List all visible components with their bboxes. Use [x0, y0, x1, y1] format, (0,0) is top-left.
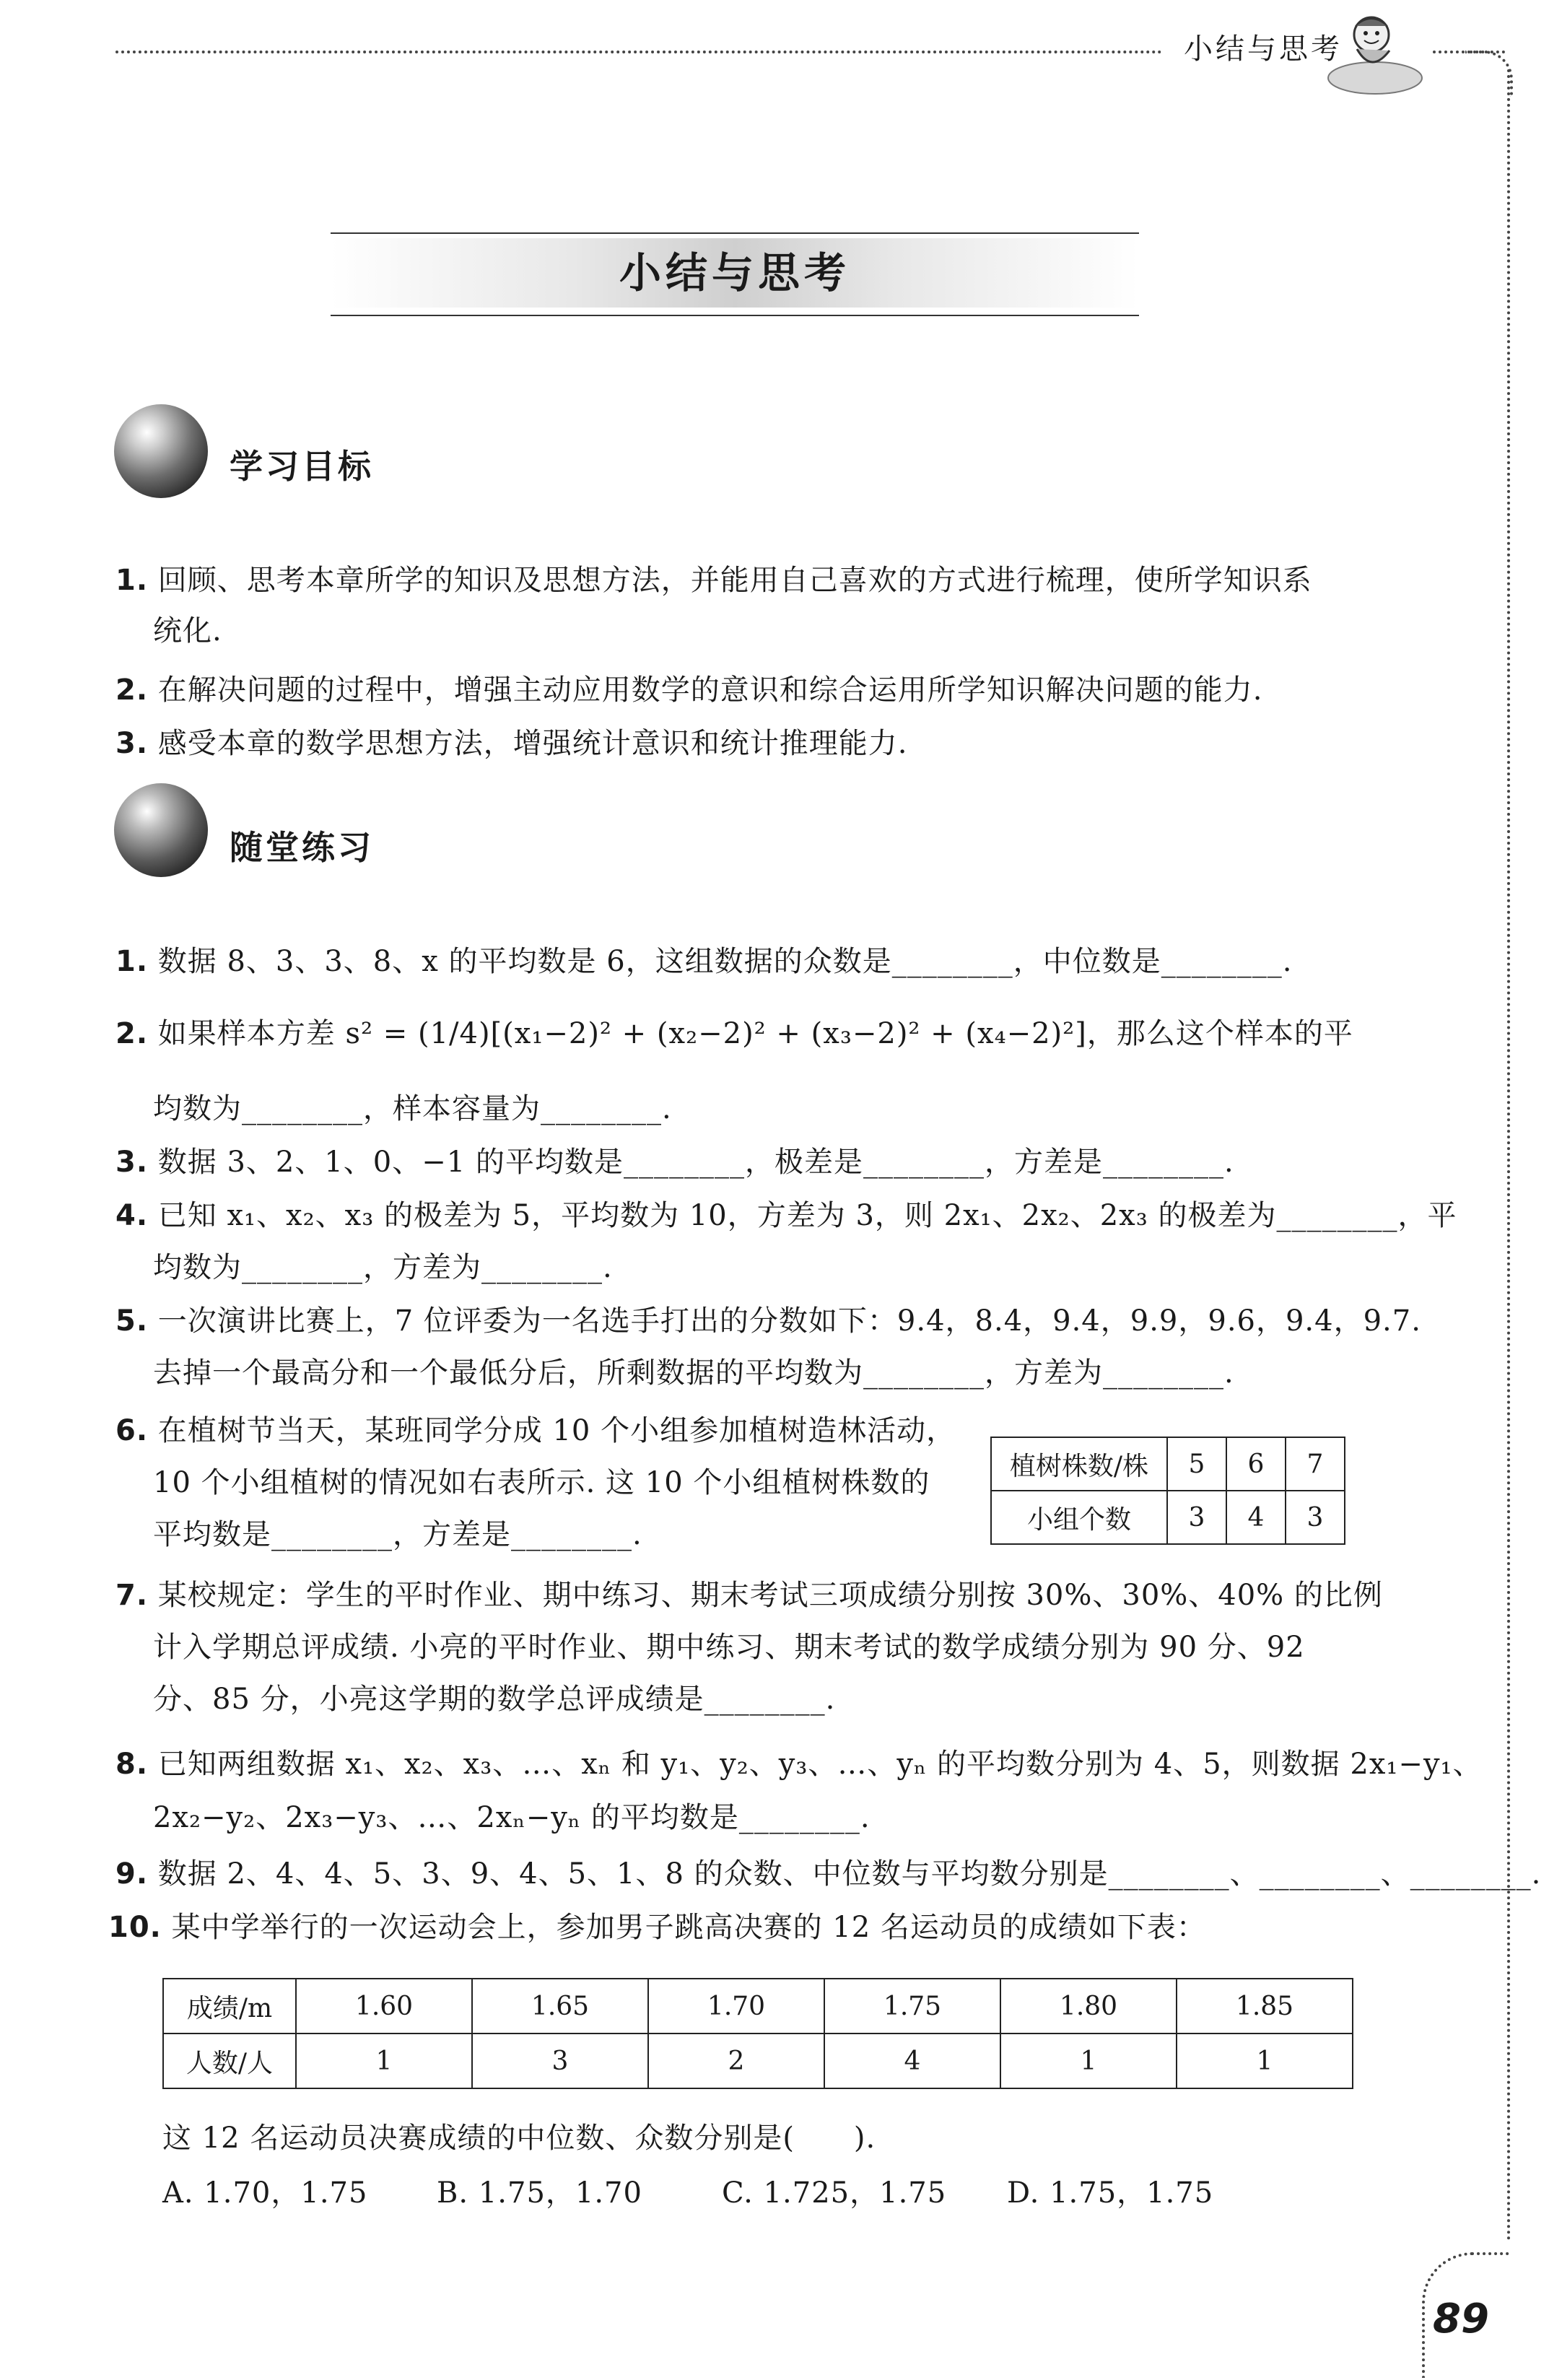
- table-row: [163, 2034, 1353, 2088]
- table-cell: 5: [1167, 1437, 1226, 1491]
- table-cell: 1.80: [1000, 1979, 1177, 2034]
- table-cell: 7: [1286, 1437, 1345, 1491]
- table-row: [991, 1491, 1345, 1544]
- table-cell: 1.70: [648, 1979, 824, 2034]
- goal-item-1-cont: 统化.: [153, 614, 222, 648]
- mascot-icon: [1321, 6, 1429, 100]
- table-cell: 人数/人: [163, 2034, 296, 2088]
- question-4: 4. 已知 x₁、x₂、x₃ 的极差为 5，平均数为 10，方差为 3，则 2x₁、2x₂、2x₃ 的极差为________，平: [115, 1199, 1457, 1232]
- table-cell: 1.65: [472, 1979, 648, 2034]
- right-dotted-border: [1507, 69, 1510, 2242]
- table-cell: 成绩/m: [163, 1979, 296, 2034]
- question-5-cont: 去掉一个最高分和一个最低分后，所剩数据的平均数为________，方差为________.: [153, 1356, 1234, 1390]
- running-title: 小结与思考: [1184, 32, 1343, 66]
- table-cell: 1.85: [1177, 1979, 1353, 2034]
- question-6-line3: 平均数是________，方差是________.: [153, 1518, 642, 1551]
- table-cell: 3: [472, 2034, 648, 2088]
- question-10-prompt: 这 12 名运动员决赛成绩的中位数、众数分别是( ).: [162, 2122, 876, 2155]
- question-9: 9. 数据 2、4、4、5、3、9、4、5、1、8 的众数、中位数与平均数分别是________、________、________.: [115, 1857, 1542, 1891]
- title-rule-top: [331, 232, 1139, 234]
- table-row: [991, 1437, 1345, 1491]
- globe-icon: [114, 783, 208, 877]
- table-cell: 1: [296, 2034, 472, 2088]
- question-7-line3: 分、85 分，小亮这学期的数学总评成绩是________.: [153, 1683, 836, 1716]
- page-number: 89: [1433, 2296, 1489, 2342]
- section-heading-practice: 随堂练习: [230, 828, 374, 867]
- question-6: 6. 在植树节当天，某班同学分成 10 个小组参加植树造林活动，: [115, 1414, 956, 1447]
- goal-item-1: 1. 回顾、思考本章所学的知识及思想方法，并能用自己喜欢的方式进行梳理，使所学知识系: [115, 564, 1312, 597]
- table-cell: 1.75: [824, 1979, 1000, 2034]
- page-title: 小结与思考: [619, 248, 850, 297]
- question-2-cont: 均数为________，样本容量为________.: [153, 1092, 672, 1125]
- section-heading-goals: 学习目标: [230, 447, 374, 486]
- table-cell: 3: [1167, 1491, 1226, 1544]
- option-b: B. 1.75，1.70: [437, 2176, 642, 2210]
- question-7: 7. 某校规定：学生的平时作业、期中练习、期末考试三项成绩分别按 30%、30%、40% 的比例: [115, 1579, 1383, 1612]
- option-d: D. 1.75，1.75: [1007, 2176, 1214, 2210]
- sphere-icon: [114, 404, 208, 498]
- question-8-cont: 2x₂−y₂、2x₃−y₃、…、2xₙ−yₙ 的平均数是________.: [153, 1801, 871, 1834]
- question-5: 5. 一次演讲比赛上，7 位评委为一名选手打出的分数如下：9.4，8.4，9.4，9.9，9.6，9.4，9.7.: [115, 1304, 1421, 1338]
- option-a: A. 1.70，1.75: [162, 2176, 368, 2210]
- header-dotted-corner: [1465, 51, 1513, 97]
- goal-item-2: 2. 在解决问题的过程中，增强主动应用数学的意识和综合运用所学知识解决问题的能力.: [115, 674, 1263, 707]
- option-c: C. 1.725，1.75: [722, 2176, 947, 2210]
- goal-item-3: 3. 感受本章的数学思想方法，增强统计意识和统计推理能力.: [115, 727, 908, 760]
- question-10: 10. 某中学举行的一次运动会上，参加男子跳高决赛的 12 名运动员的成绩如下表：: [108, 1911, 1206, 1944]
- table-cell: 4: [824, 2034, 1000, 2088]
- question-8: 8. 已知两组数据 x₁、x₂、x₃、…、xₙ 和 y₁、y₂、y₃、…、yₙ 的平均数分别为 4、5，则数据 2x₁−y₁、: [115, 1748, 1483, 1781]
- tree-planting-table: [990, 1437, 1345, 1545]
- table-cell: 植树株数/株: [991, 1437, 1167, 1491]
- table-cell: 小组个数: [991, 1491, 1167, 1544]
- table-cell: 2: [648, 2034, 824, 2088]
- question-7-line2: 计入学期总评成绩. 小亮的平时作业、期中练习、期末考试的数学成绩分别为 90 分、92: [153, 1631, 1305, 1664]
- question-4-cont: 均数为________，方差为________.: [153, 1251, 613, 1284]
- question-6-line2: 10 个小组植树的情况如右表所示. 这 10 个小组植树株数的: [153, 1466, 930, 1499]
- table-cell: 1.60: [296, 1979, 472, 2034]
- table-cell: 1: [1177, 2034, 1353, 2088]
- table-cell: 6: [1226, 1437, 1286, 1491]
- table-cell: 4: [1226, 1491, 1286, 1544]
- table-row: [163, 1979, 1353, 2034]
- table-cell: 1: [1000, 2034, 1177, 2088]
- question-2: 2. 如果样本方差 s² = (1/4)[(x₁−2)² + (x₂−2)² + (x₃−2)² + (x₄−2)²]，那么这个样本的平: [115, 1017, 1353, 1050]
- question-3: 3. 数据 3、2、1、0、−1 的平均数是________，极差是________，方差是________.: [115, 1146, 1234, 1179]
- header-dotted-rule: [115, 51, 1162, 53]
- title-rule-bottom: [331, 315, 1139, 316]
- question-1: 1. 数据 8、3、3、8、x 的平均数是 6，这组数据的众数是________，中位数是________.: [115, 945, 1293, 978]
- high-jump-table: [162, 1978, 1353, 2089]
- table-cell: 3: [1286, 1491, 1345, 1544]
